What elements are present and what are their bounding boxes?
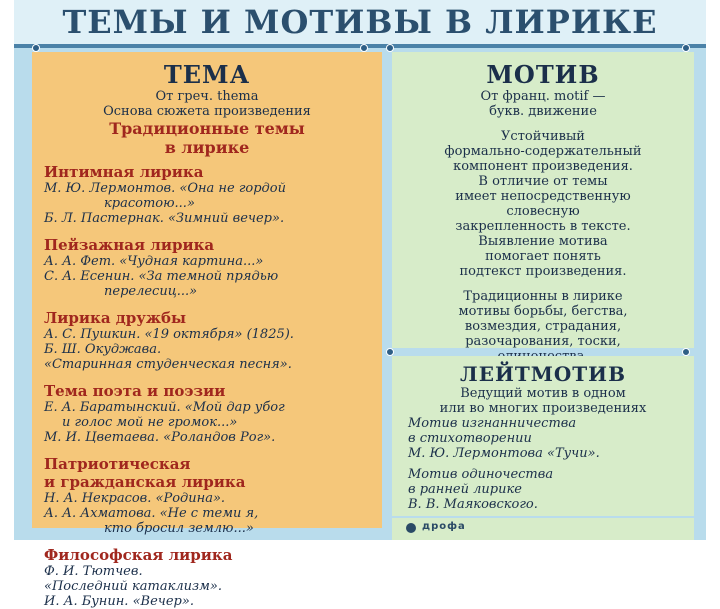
leitmotif-example-line: в ранней лирике <box>408 482 522 497</box>
leitmotif-example-line: в стихотворении <box>408 431 532 446</box>
theme-heading: ТЕМА <box>163 60 251 89</box>
category-patriotic-2: и гражданская лирика <box>44 473 246 491</box>
motif-definition-line: словесную <box>506 204 580 219</box>
category-line: М. И. Цветаева. «Роландов Рог». <box>44 430 276 445</box>
rail-pin <box>682 348 690 356</box>
category-friendship: Лирика дружбы <box>44 309 187 327</box>
rail-pin <box>682 44 690 52</box>
category-line: М. Ю. Лермонтов. «Она не гордой <box>44 181 286 196</box>
motif-definition-line: Устойчивый <box>501 129 585 144</box>
category-line: кто бросил землю...» <box>104 521 254 536</box>
motif-traditional-line: мотивы борьбы, бегства, <box>458 304 628 319</box>
motif-definition-line: подтекст произведения. <box>459 264 627 279</box>
motif-definition-line: помогает понять <box>485 249 601 264</box>
rail-pin <box>386 348 394 356</box>
poster-title: ТЕМЫ И МОТИВЫ В ЛИРИКЕ <box>14 0 706 44</box>
category-line: Н. А. Некрасов. «Родина». <box>44 491 226 506</box>
leitmotif-example-line: М. Ю. Лермонтова «Тучи». <box>408 446 600 461</box>
motif-etymology: От франц. motif — <box>480 89 606 104</box>
motif-heading: МОТИВ <box>486 60 600 89</box>
leitmotif-example-line: Мотив одиночества <box>408 467 554 482</box>
category-line: Е. А. Баратынский. «Мой дар убог <box>44 400 285 415</box>
motif-panel <box>392 52 694 348</box>
motif-definition-line: имеет непосредственную <box>455 189 631 204</box>
motif-etymology-2: букв. движение <box>489 104 597 119</box>
motif-definition-line: Выявление мотива <box>478 234 608 249</box>
category-line: «Последний катаклизм». <box>44 579 223 594</box>
motif-traditional-line: разочарования, тоски, <box>465 334 621 349</box>
category-intimate: Интимная лирика <box>44 163 204 181</box>
category-line: Ф. И. Тютчев. <box>44 564 143 579</box>
category-line: и голос мой не громок...» <box>62 415 238 430</box>
poster <box>14 0 706 609</box>
motif-definition-line: В отличие от темы <box>478 174 608 189</box>
publisher-brand: дрофа <box>422 521 466 532</box>
leitmotif-example-line: Мотив изгнанничества <box>408 416 577 431</box>
category-line: Б. Л. Пастернак. «Зимний вечер». <box>44 211 285 226</box>
category-patriotic-1: Патриотическая <box>44 455 191 473</box>
motif-definition-line: закрепленность в тексте. <box>455 219 631 234</box>
leitmotif-definition-2: или во многих произведениях <box>439 401 647 416</box>
category-line: красотою...» <box>104 196 195 211</box>
motif-definition-line: формально-содержательный <box>444 144 642 159</box>
category-line: И. А. Бунин. «Вечер». <box>44 594 194 609</box>
theme-definition: Основа сюжета произведения <box>103 104 311 119</box>
category-line: «Старинная студенческая песня». <box>44 357 292 372</box>
traditional-themes-heading-2: в лирике <box>164 138 250 157</box>
category-line: А. А. Ахматова. «Не с теми я, <box>44 506 259 521</box>
rail-pin <box>386 44 394 52</box>
rail-pin <box>360 44 368 52</box>
category-line: А. А. Фет. «Чудная картина...» <box>44 254 264 269</box>
publisher-footer <box>392 518 694 540</box>
leitmotif-example-line: В. В. Маяковского. <box>408 497 538 512</box>
motif-traditional-line: Традиционны в лирике <box>463 289 623 304</box>
category-line: А. С. Пушкин. «19 октября» (1825). <box>44 327 294 342</box>
category-philosophical: Философская лирика <box>44 546 233 564</box>
rail-pin <box>32 44 40 52</box>
motif-traditional-line: возмездия, страдания, <box>464 319 622 334</box>
traditional-themes-heading-1: Традиционные темы <box>109 119 305 138</box>
theme-etymology: От греч. thema <box>155 89 259 104</box>
category-line: перелесиц...» <box>104 284 198 299</box>
category-landscape: Пейзажная лирика <box>44 236 215 254</box>
publisher-logo-icon <box>406 523 416 533</box>
leitmotif-panel <box>392 356 694 516</box>
theme-panel <box>32 52 382 609</box>
leitmotif-definition-1: Ведущий мотив в одном <box>460 386 626 401</box>
category-poet: Тема поэта и поэзии <box>44 382 226 400</box>
category-line: С. А. Есенин. «За темной прядью <box>44 269 279 284</box>
motif-definition-line: компонент произведения. <box>453 159 633 174</box>
category-line: Б. Ш. Окуджава. <box>44 342 162 357</box>
leitmotif-heading: ЛЕЙТМОТИВ <box>460 362 626 386</box>
